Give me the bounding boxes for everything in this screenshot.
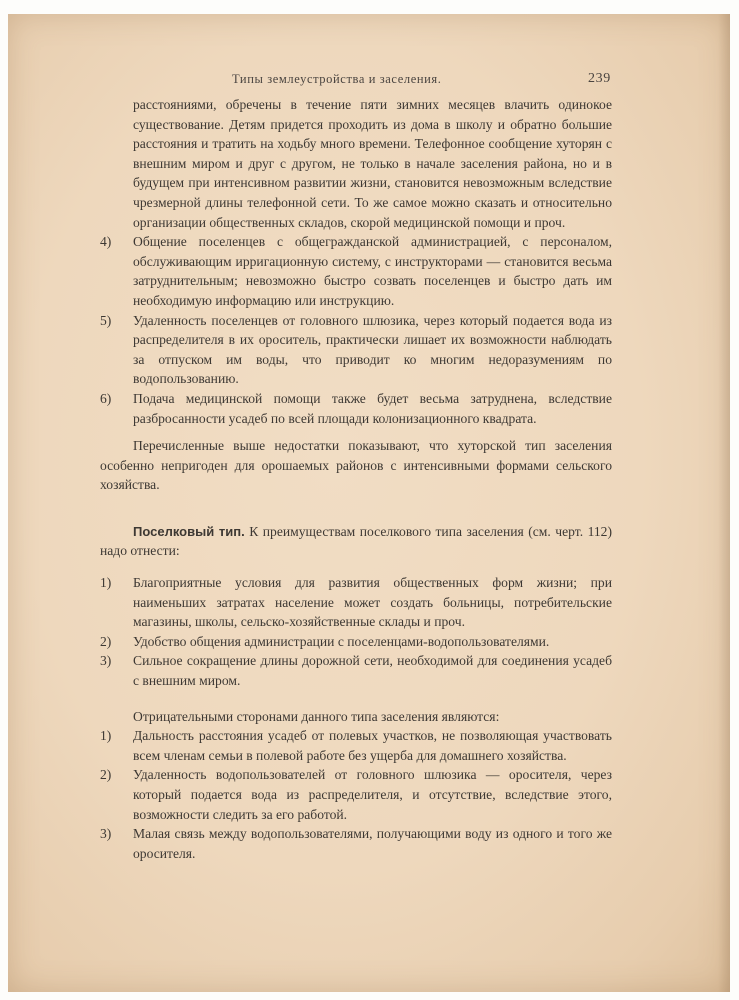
list-item-number: 1) (100, 575, 112, 591)
list-item-text: Общение поселенцев с общегражданской администрацией, с персоналом, обслуживающим ирригационную систему, с инструкторами — становится весьма затруднительным; невозможно быстро созвать поселенцев и быстро дать им необходимую информацию или инструкцию. (133, 234, 612, 308)
negatives-list (100, 726, 612, 863)
list-item-text: Малая связь между водопользователями, получающими воду из одного и того же оросителя. (133, 826, 612, 861)
list-item (100, 726, 612, 765)
list-item-text: Подача медицинской помощи также будет весьма затруднена, вследствие разбросанности усадеб по всей площади колонизационного квадрата. (133, 390, 612, 426)
poselkovy-intro-paragraph (100, 522, 612, 561)
list-item (100, 765, 612, 824)
list-item-number: 2) (100, 767, 112, 783)
list-item-text: Благоприятные условия для развития общественных форм жизни; при наименьших затратах население может создать больницы, потребительские магазины, школы, сельско-хозяйственные склады и проч. (133, 575, 612, 630)
list-item-number: 4) (100, 234, 112, 250)
list-item (100, 651, 612, 690)
list-item-text: Удаленность поселенцев от головного шлюзика, через который подается вода из распределителя в их ороситель, практически лишает их возможности наблюдать за отпуском им воды, что приводит ко многим недоразумениям по водопользованию. (133, 312, 612, 387)
page-fold-shadow (718, 14, 730, 992)
page-body (100, 95, 612, 863)
running-header-title: Типы землеустройства и заселения. (232, 72, 442, 86)
list-item (100, 232, 612, 310)
list-item-number: 1) (100, 728, 112, 744)
negatives-intro: Отрицательными сторонами данного типа заселения являются: (133, 708, 500, 724)
list-item (100, 632, 612, 652)
advantages-list (100, 573, 612, 691)
khutor-conclusion-paragraph: Перечисленные выше недостатки показывают, что хуторской тип заселения особенно непригоден для орошаемых районов с интенсивными формами сельского хозяйства. (100, 438, 612, 493)
list-item-number: 5) (100, 312, 112, 328)
khutor-continuation-paragraph: расстояниями, обречены в течение пяти зимних месяцев влачить одинокое существование. Детям придется проходить из дома в школу и обратно большие расстояния и тратить на ходьбу много времени. Телефонное сообщение хуторян с внешним миром и друг с другом, не только в начале заселения района, но и в будущем при интенсивном развитии жизни, становится невозможным вследствие чрезмерной длины телефонной сети. То же самое можно сказать и относительно организации общественных складов, скорой медицинской помощи и проч. (133, 97, 612, 230)
list-item-text: Дальность расстояния усадеб от полевых участков, не позволяющая участвовать всем членам семьи в полевой работе без ущерба для домашнего хозяйства. (133, 728, 612, 763)
poselkovy-intro-text: К преимуществам поселкового типа заселения (см. черт. 112) надо отнести: (100, 523, 612, 559)
list-item-number: 3) (100, 653, 112, 669)
list-item-text: Сильное сокращение длины дорожной сети, необходимой для соединения усадеб с внешним миром. (133, 653, 612, 689)
list-item-number: 6) (100, 390, 112, 406)
list-item-number: 2) (100, 633, 112, 649)
list-item (100, 311, 612, 389)
list-item-number: 3) (100, 826, 112, 842)
list-item (100, 824, 612, 863)
page-number: 239 (588, 71, 611, 86)
list-item-text: Удаленность водопользователей от головного шлюзика — оросителя, через который подается вода из распределителя, и отсутствие, вследствие этого, возможности следить за его работой. (133, 767, 612, 822)
list-item (100, 573, 612, 632)
running-header (8, 72, 730, 92)
list-item-text: Удобство общения администрации с поселенцами-водопользователями. (133, 633, 550, 649)
section-heading: Поселковый тип. (133, 523, 245, 539)
list-item (100, 389, 612, 428)
